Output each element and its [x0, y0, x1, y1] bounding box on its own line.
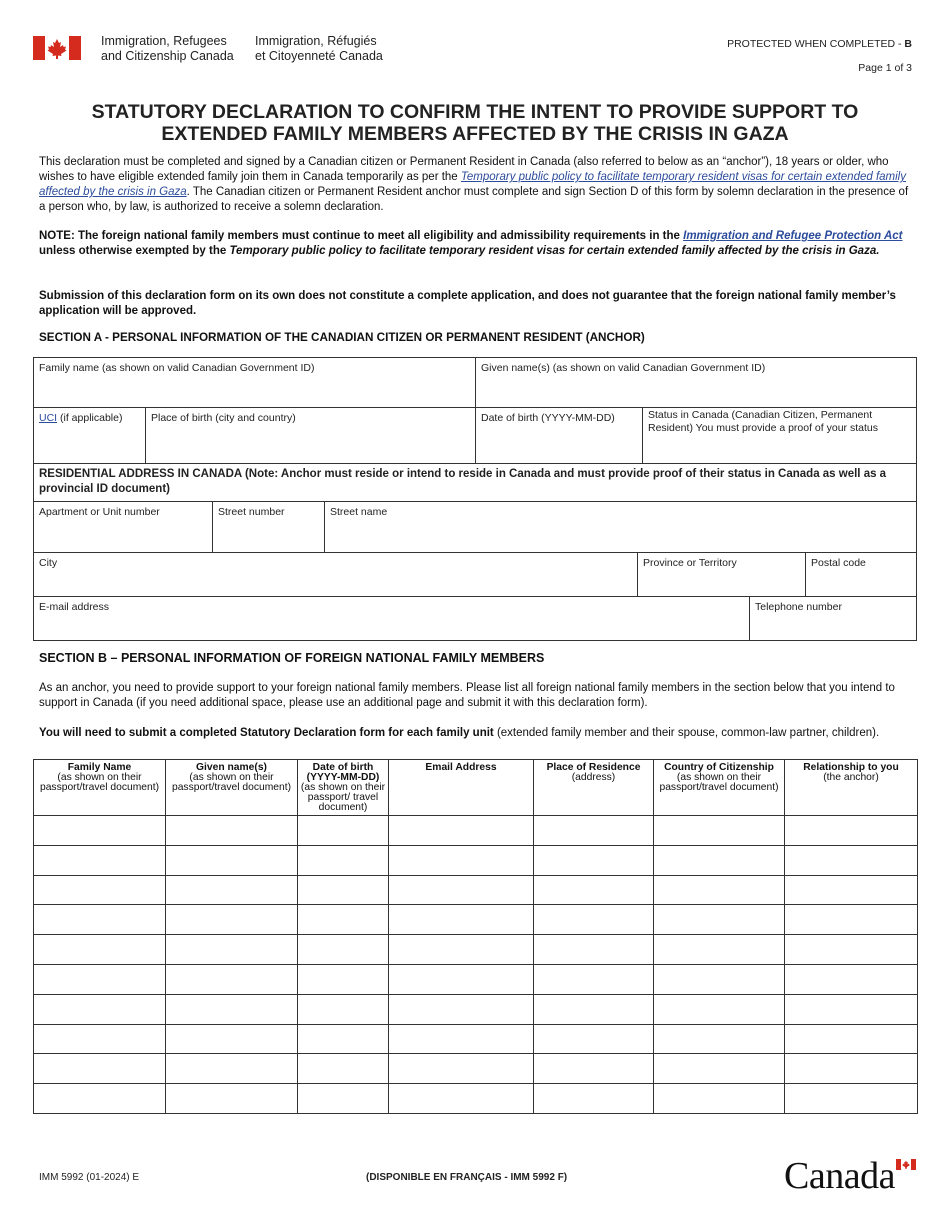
given-names-cell[interactable] — [166, 845, 298, 875]
note-policy-italic: Temporary public policy to facilitate temporary resident visas for certain extended family affected by the crisis in Gaza. — [229, 245, 880, 257]
date-of-birth-cell[interactable] — [298, 935, 389, 965]
note-text-a: NOTE: The foreign national family members must continue to meet all eligibility and admissibility requirements in the — [39, 230, 684, 242]
page-number: Page 1 of 3 — [858, 62, 912, 74]
table-row — [34, 845, 918, 875]
column-email-address — [389, 760, 534, 816]
family-name-field[interactable] — [34, 358, 476, 408]
column-heading: Place of Residence — [546, 762, 641, 773]
column-heading: Relationship to you — [803, 762, 899, 773]
date-of-birth-cell[interactable] — [298, 994, 389, 1024]
given-names-cell[interactable] — [166, 935, 298, 965]
family-name-cell[interactable] — [34, 994, 166, 1024]
residence-cell[interactable] — [534, 816, 654, 846]
column-subheading: (as shown on their passport/ travel document) — [300, 782, 386, 813]
citizenship-cell[interactable] — [654, 1084, 785, 1114]
apartment-field[interactable] — [34, 502, 213, 553]
date-of-birth-cell[interactable] — [298, 816, 389, 846]
given-names-cell[interactable] — [166, 875, 298, 905]
protected-label — [727, 38, 912, 50]
table-header-row — [34, 760, 918, 816]
family-members-body — [34, 816, 918, 1114]
citizenship-cell[interactable] — [654, 816, 785, 846]
apartment-label: Apartment or Unit number — [39, 506, 160, 518]
form-id: IMM 5992 (01-2024) E — [39, 1172, 140, 1183]
column-subheading: (as shown on their passport/travel document) — [39, 772, 160, 793]
given-names-cell[interactable] — [166, 964, 298, 994]
email-label: E-mail address — [39, 601, 110, 613]
section-b-note — [39, 726, 911, 741]
date-of-birth-cell[interactable] — [298, 875, 389, 905]
email-cell[interactable] — [389, 935, 534, 965]
column-family-name — [34, 760, 166, 816]
citizenship-cell[interactable] — [654, 964, 785, 994]
family-name-label: Family name (as shown on valid Canadian Government ID) — [39, 362, 315, 374]
form-title-line2: EXTENDED FAMILY MEMBERS AFFECTED BY THE CRISIS IN GAZA — [161, 123, 789, 145]
uci-link[interactable]: UCI — [39, 412, 58, 424]
table-row — [34, 935, 918, 965]
citizenship-cell[interactable] — [654, 935, 785, 965]
date-of-birth-cell[interactable] — [298, 1024, 389, 1054]
province-label: Province or Territory — [643, 557, 737, 569]
residential-address-heading: RESIDENTIAL ADDRESS IN CANADA (Note: Anchor must reside or intend to reside in Canada and must provide proof of their status in Canada as well as a provincial ID document) — [34, 464, 917, 502]
table-row — [34, 816, 918, 846]
relationship-cell[interactable] — [785, 875, 918, 905]
telephone-field[interactable] — [750, 597, 917, 640]
relationship-cell[interactable] — [785, 964, 918, 994]
form-title — [30, 101, 920, 145]
intro-text-a: This declaration must be completed and signed by a Canadian citizen or Permanent Resident in Canada (also referred to below as an “anchor”), 18 years or older, who wishes to have eligible extended family join them in Canada temporarily as per the — [39, 156, 889, 183]
column-country-of-citizenship — [654, 760, 785, 816]
email-cell[interactable] — [389, 1024, 534, 1054]
uci-field[interactable] — [34, 408, 146, 464]
residence-cell[interactable] — [534, 935, 654, 965]
table-row — [34, 1054, 918, 1084]
city-label: City — [39, 557, 58, 569]
dept-fr-line2: et Citoyenneté Canada — [255, 49, 383, 63]
city-field[interactable] — [34, 553, 638, 597]
table-row — [34, 905, 918, 935]
place-of-birth-field[interactable] — [146, 408, 476, 464]
dept-en-line1: Immigration, Refugees — [101, 34, 227, 48]
protected-prefix: PROTECTED WHEN COMPLETED - — [727, 38, 905, 50]
note-paragraph — [39, 229, 911, 259]
date-of-birth-field[interactable] — [476, 408, 643, 464]
given-names-cell[interactable] — [166, 1084, 298, 1114]
email-field[interactable] — [34, 597, 750, 640]
family-name-cell[interactable] — [34, 935, 166, 965]
residence-cell[interactable] — [534, 994, 654, 1024]
family-name-cell[interactable] — [34, 905, 166, 935]
family-name-cell[interactable] — [34, 1054, 166, 1084]
citizenship-cell[interactable] — [654, 1054, 785, 1084]
residence-cell[interactable] — [534, 905, 654, 935]
department-name-english — [101, 34, 234, 64]
table-row — [34, 1084, 918, 1114]
column-subheading: (as shown on their passport/travel document) — [171, 772, 292, 793]
telephone-label: Telephone number — [755, 601, 842, 613]
family-name-cell[interactable] — [34, 964, 166, 994]
column-date-of-birth — [298, 760, 389, 816]
public-policy-link[interactable]: Temporary public policy to facilitate temporary resident visas for certain extended family affected by the crisis in Gaza — [39, 171, 906, 198]
postal-code-label: Postal code — [811, 557, 866, 569]
column-subheading: (address) — [571, 772, 616, 783]
residence-cell[interactable] — [534, 845, 654, 875]
column-heading: Country of Citizenship — [664, 762, 774, 773]
column-place-of-residence — [534, 760, 654, 816]
irpa-link[interactable]: Immigration and Refugee Protection Act — [683, 230, 903, 242]
email-cell[interactable] — [389, 875, 534, 905]
citizenship-cell[interactable] — [654, 845, 785, 875]
relationship-cell[interactable] — [785, 905, 918, 935]
dept-en-line2: and Citizenship Canada — [101, 49, 234, 63]
residence-cell[interactable] — [534, 964, 654, 994]
family-members-table — [33, 759, 918, 1114]
given-names-field[interactable] — [476, 358, 917, 408]
citizenship-cell[interactable] — [654, 994, 785, 1024]
given-names-cell[interactable] — [166, 1024, 298, 1054]
email-cell[interactable] — [389, 1054, 534, 1084]
email-cell[interactable] — [389, 1084, 534, 1114]
date-of-birth-cell[interactable] — [298, 845, 389, 875]
canada-wordmark: Canada — [784, 1155, 895, 1197]
section-a-form — [33, 357, 917, 641]
street-number-field[interactable] — [213, 502, 325, 553]
relationship-cell[interactable] — [785, 1054, 918, 1084]
given-names-cell[interactable] — [166, 905, 298, 935]
relationship-cell[interactable] — [785, 1084, 918, 1114]
residence-cell[interactable] — [534, 875, 654, 905]
place-of-birth-label: Place of birth (city and country) — [151, 412, 296, 424]
family-name-cell[interactable] — [34, 816, 166, 846]
column-given-names — [166, 760, 298, 816]
status-field[interactable] — [643, 404, 917, 464]
wordmark-flag-icon — [896, 1159, 916, 1170]
department-name-french — [255, 34, 383, 64]
dept-fr-line1: Immigration, Réfugiés — [255, 34, 377, 48]
residence-cell[interactable] — [534, 1024, 654, 1054]
form-title-line1: STATUTORY DECLARATION TO CONFIRM THE INTENT TO PROVIDE SUPPORT TO — [91, 101, 859, 123]
column-heading: Email Address — [425, 762, 497, 773]
french-availability: (DISPONIBLE EN FRANÇAIS - IMM 5992 F) — [366, 1172, 568, 1183]
date-of-birth-cell[interactable] — [298, 964, 389, 994]
family-name-cell[interactable] — [34, 1084, 166, 1114]
email-cell[interactable] — [389, 964, 534, 994]
residence-cell[interactable] — [534, 1054, 654, 1084]
street-name-label: Street name — [330, 506, 388, 518]
section-a-heading: SECTION A - PERSONAL INFORMATION OF THE CANADIAN CITIZEN OR PERMANENT RESIDENT (ANCHOR) — [39, 331, 645, 344]
given-names-cell[interactable] — [166, 816, 298, 846]
relationship-cell[interactable] — [785, 845, 918, 875]
citizenship-cell[interactable] — [654, 905, 785, 935]
family-name-cell[interactable] — [34, 845, 166, 875]
street-number-label: Street number — [218, 506, 285, 518]
province-field[interactable] — [638, 553, 806, 597]
postal-code-field[interactable] — [806, 553, 917, 597]
street-name-field[interactable] — [325, 502, 917, 553]
column-relationship — [785, 760, 918, 816]
relationship-cell[interactable] — [785, 994, 918, 1024]
intro-text-b: . The Canadian citizen or Permanent Resident anchor must complete and sign Section D of this form by solemn declaration in the presence of a person who, by law, is authorized to receive a solemn declaration. — [39, 186, 909, 213]
relationship-cell[interactable] — [785, 816, 918, 846]
table-row — [34, 1024, 918, 1054]
citizenship-cell[interactable] — [654, 875, 785, 905]
date-of-birth-cell[interactable] — [298, 1054, 389, 1084]
family-name-cell[interactable] — [34, 1024, 166, 1054]
column-heading: Given name(s) — [196, 762, 267, 773]
uci-label: (if applicable) — [57, 412, 123, 424]
table-row — [34, 994, 918, 1024]
given-names-cell[interactable] — [166, 1054, 298, 1084]
table-row — [34, 964, 918, 994]
given-names-cell[interactable] — [166, 994, 298, 1024]
column-heading: Family Name — [67, 762, 132, 773]
note-text-b: unless otherwise exempted by the — [39, 245, 230, 257]
date-of-birth-label: Date of birth (YYYY-MM-DD) — [481, 412, 615, 424]
email-cell[interactable] — [389, 816, 534, 846]
relationship-cell[interactable] — [785, 935, 918, 965]
protected-level: B — [904, 38, 912, 50]
section-b-heading: SECTION B – PERSONAL INFORMATION OF FOREIGN NATIONAL FAMILY MEMBERS — [39, 651, 545, 665]
citizenship-cell[interactable] — [654, 1024, 785, 1054]
column-subheading: (as shown on their passport/travel document) — [659, 772, 779, 793]
column-heading: Date of birth (YYYY-MM-DD) — [306, 762, 380, 783]
column-subheading: (the anchor) — [823, 772, 879, 783]
relationship-cell[interactable] — [785, 1024, 918, 1054]
intro-paragraph — [39, 155, 911, 215]
email-cell[interactable] — [389, 994, 534, 1024]
date-of-birth-cell[interactable] — [298, 905, 389, 935]
submission-paragraph: Submission of this declaration form on its own does not constitute a complete application, and does not guarantee that the foreign national family member’s application will be approved. — [39, 290, 896, 317]
email-cell[interactable] — [389, 905, 534, 935]
email-cell[interactable] — [389, 845, 534, 875]
section-b-note-rest: (extended family member and their spouse, common-law partner, children). — [493, 727, 880, 739]
residence-cell[interactable] — [534, 1084, 654, 1114]
table-row — [34, 875, 918, 905]
date-of-birth-cell[interactable] — [298, 1084, 389, 1114]
given-names-label: Given name(s) (as shown on valid Canadian Government ID) — [481, 362, 766, 374]
section-b-note-bold: You will need to submit a completed Statutory Declaration form for each family unit — [39, 727, 494, 739]
canada-flag-logo — [33, 36, 81, 60]
family-name-cell[interactable] — [34, 875, 166, 905]
status-label: Status in Canada (Canadian Citizen, Permanent Resident) You must provide a proof of your status — [648, 409, 878, 434]
section-b-paragraph: As an anchor, you need to provide support to your foreign national family members. Please list all foreign national family members in the section below that you intend to support in Canada (if you need additional space, please use an additional page and submit it with this declaration form). — [39, 682, 895, 709]
